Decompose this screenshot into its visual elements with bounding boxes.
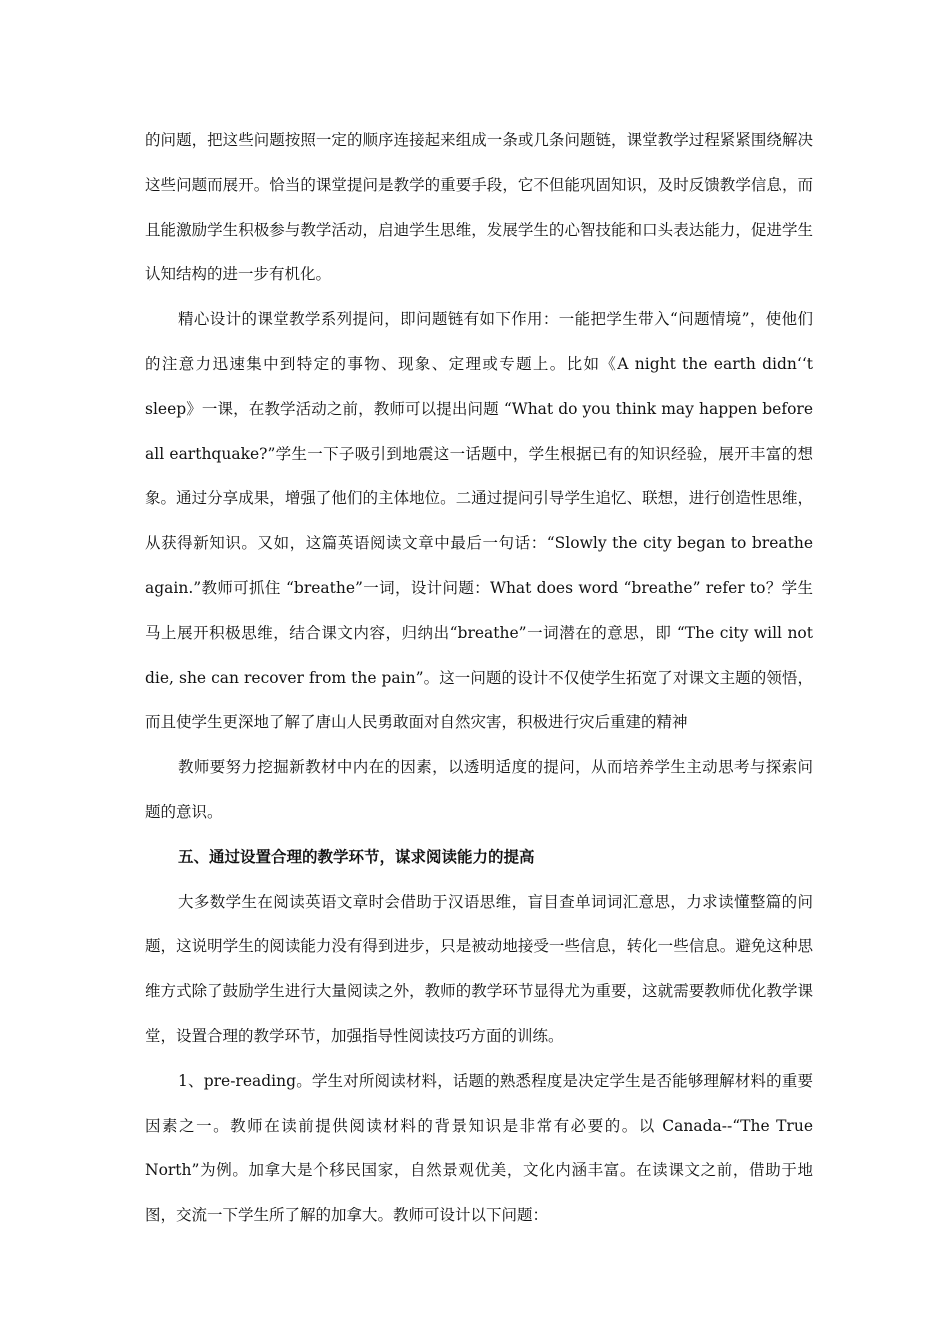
section-heading-five: 五、通过设置合理的教学环节，谋求阅读能力的提高	[178, 846, 535, 866]
paragraph-pre-reading: 1、pre-reading。学生对所阅读材料，话题的熟悉程度是决定学生是否能够理解材料的重要因素之一。教师在读前提供阅读材料的背景知识是非常有必要的。以 Canada--“The True North”为例。加拿大是个移民国家，自然景观优美，文化内涵丰富。在读课文之前，借助于地图，交流一下学生所了解的加拿大。教师可设计以下问题：	[145, 1071, 813, 1225]
body-text	[145, 118, 813, 1238]
paragraph-questions-chain-intro: 的问题，把这些问题按照一定的顺序连接起来组成一条或几条问题链，课堂教学过程紧紧围绕解决这些问题而展开。恰当的课堂提问是教学的重要手段，它不但能巩固知识，及时反馈教学信息，而且能激励学生积极参与教学活动，启迪学生思维，发展学生的心智技能和口头表达能力，促进学生认知结构的进一步有机化。	[145, 131, 813, 284]
paragraph-question-chain-effects: 精心设计的课堂教学系列提问，即问题链有如下作用：一能把学生带入“问题情境”，使他们的注意力迅速集中到特定的事物、现象、定理或专题上。比如《A night the earth didn‘‘t sleep》一课，在教学活动之前，教师可以提出问题 “What do you think may happen before all earthquake?”学生一下子吸引到地震这一话题中，学生根据已有的知识经验，展开丰富的想象。通过分享成果，增强了他们的主体地位。二通过提问引导学生追忆、联想，进行创造性思维，从获得新知识。又如，这篇英语阅读文章中最后一句话：“Slowly the city began to breathe again.”教师可抓住 “breathe”一词，设计问题：What does word “breathe” refer to？学生马上展开积极思维，结合课文内容，归纳出“breathe”一词潜在的意思，即 “The city will not die, she can recover from the pain”。这一问题的设计不仅使学生拓宽了对课文主题的领悟，而且使学生更深地了解了唐山人民勇敢面对自然灾害，积极进行灾后重建的精神	[145, 310, 813, 732]
paragraph-reading-habits: 大多数学生在阅读英语文章时会借助于汉语思维，盲目查单词词汇意思，力求读懂整篇的问题，这说明学生的阅读能力没有得到进步，只是被动地接受一些信息，转化一些信息。避免这种思维方式除了鼓励学生进行大量阅读之外，教师的教学环节显得尤为重要，这就需要教师优化教学课堂，设置合理的教学环节，加强指导性阅读技巧方面的训练。	[145, 892, 813, 1045]
paragraph-teacher-effort: 教师要努力挖掘新教材中内在的因素，以透明适度的提问，从而培养学生主动思考与探索问题的意识。	[145, 758, 813, 821]
